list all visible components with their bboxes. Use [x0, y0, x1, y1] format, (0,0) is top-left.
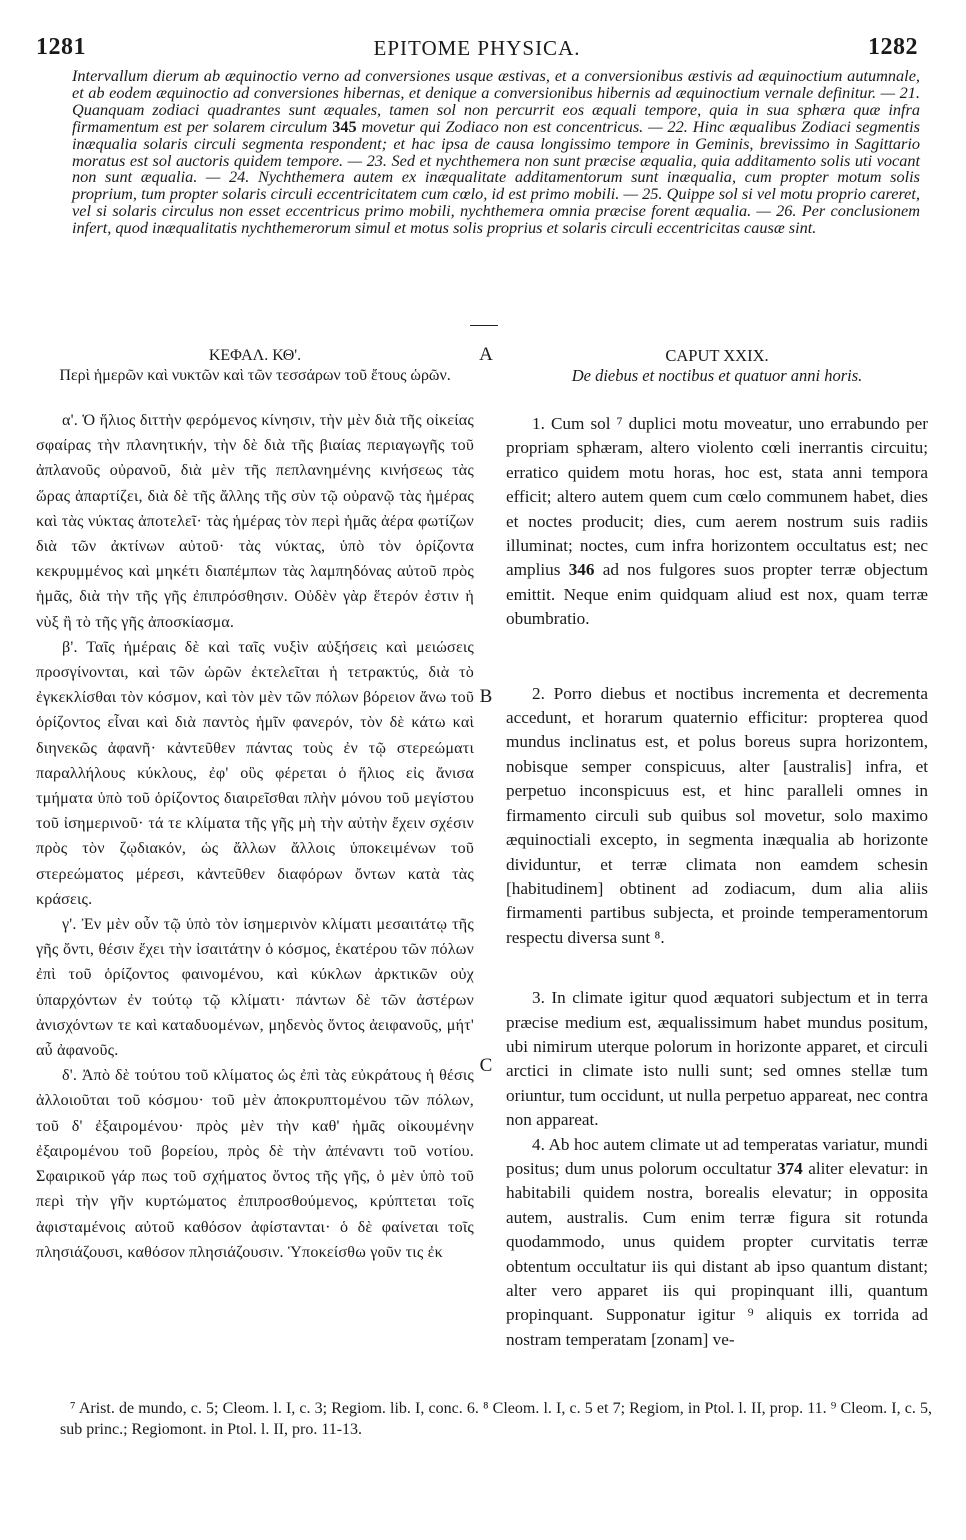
latin-text-1a: 1. Cum sol ⁷ duplici motu moveatur, uno errabundo per propriam sphæram, altero violento cœli inerrantis circuitu; erratico quidem motu horas, hoc est, stata anni tempora efficit; altero autem quem cum cœlo communem habet, dies et noctes producit; dies, cum aerem nostrum suis radiis illuminat; noctes, cum infra horizontem occultatus est; nec amplius [506, 414, 928, 580]
latin-margin-number-1: 346 [568, 560, 595, 580]
running-header [36, 34, 918, 64]
greek-chapter-heading [36, 346, 474, 386]
latin-text-1b: ad nos fulgores suos propter terræ objectum emittit. Neque enim quidquam aliud est nox, quam terræ obumbratio. [506, 560, 929, 629]
footnotes [60, 1398, 932, 1440]
summary-text-2: movetur qui Zodiaco non est concentricus. — 22. Hinc æqualibus Zodiaci segmentis inæqualia solaris circuli segmenta respondent; et hac ipsa de causa longissimo tempore in Geminis, brevissimo in Sagittario moratus est sol auctoris quidem tempore. — 23. Sed et nychthemera non sunt præcise æqualia, quia additamento solis uti vocant non sunt æqualia. — 24. Nychthemera autem ex inæqualitate additamentorum sunt inæqualia, cum propter motum solis proprium, tum propter solaris circuli eccentricitatem cum cœlo, id est primo mobili. — 25. Quippe sol si vel motu proprio careret, vel si solaris circulus non esset eccentricus primo mobili, nychthemera omnia præcise forent æqualia. — 26. Per conclusionem infert, quod inæqualitatis nychthemerorum simul et motus solis proprius et solaris circuli eccentricitas causæ sint. [72, 116, 920, 238]
section-marker-b: B [479, 686, 493, 707]
greek-paragraph-4: δ'. Ἀπὸ δὲ τούτου τοῦ κλίματος ὡς ἐπὶ τὰς εὐκράτους ἡ θέσις ἀλλοιοῦται τοῦ κόσμου· τοῦ μὲν ἀποκρυπτομένου τῶν πόλων, τοῦ δ' ἐξαιρομένου· πρὸς μὲν τὴν καθ' ἡμᾶς οἰκουμένην ἐξαιρομένου τοῦ βορείου, πρὸς δὲ τὴν ἀπέναντι τοῦ νοτίου. Σφαιρικοῦ γάρ πως τοῦ σχήματος ὄντος τῆς γῆς, ὁ μὲν ὑπὸ τοῦ περὶ τὴν γῆν κυρτώματος ἐπιπροσθούμενος, κρύπτεται τοῖς ἀφισταμένοις αὐτοῦ καθόσον ἀφίστανται· ὁ δὲ φαίνεται τοῖς πλησιάζουσι, καθόσον πλησιάζουσιν. Ὑποκείσθω γοῦν τις ἐκ [36, 1067, 474, 1261]
margin-column-number: 345 [332, 116, 357, 136]
latin-paragraph-3: 3. In climate igitur quod æquatori subjectum et in terra præcise medium est, æqualissimum habet mundus positum, ubi nimirum uterque polorum in horizonte apparet, et circuli arctici in climate isto nulli sunt; sed omnes stellæ tum oriuntur, tum occidunt, ut nulla perpetuo appareat, nec contra non appareat. [506, 988, 928, 1130]
latin-chapter-number: CAPUT XXIX. [665, 346, 769, 365]
latin-margin-number-2: 374 [776, 1158, 803, 1178]
section-marker-c: C [479, 1055, 493, 1076]
latin-chapter-title: De diebus et noctibus et quatuor anni horis. [571, 366, 863, 385]
greek-paragraph-1: α'. Ὁ ἥλιος διττὴν φερόμενος κίνησιν, τὴν μὲν διὰ τῆς οἰκείας σφαίρας τὴν πλανητικήν, τὴν δὲ διὰ τῆς βιαίας περιαγωγῆς τοῦ ἀπλανοῦς οὐρανοῦ, διὰ μὲν τῆς πεπλανημένης κινήσεως τὰς ὥρας ἀπαρτίζει, διὰ δὲ τῆς ἄλλης τῆς σὺν τῷ οὐρανῷ τὰς ἡμέρας καὶ τὰς νύκτας ἀποτελεῖ· τὰς ἡμέρας τὸν περὶ ἡμᾶς ἀέρα φωτίζων διὰ τῶν ἀκτίνων αὐτοῦ· τὰς νύκτας, ὑπὸ τὸν ὁρίζοντα κεκρυμμένος καὶ μηκέτι διαπέμπων τὰς λαμπηδόνας αὐτοῦ πρὸς ἡμᾶς, διὰ τὴν τῆς γῆς ἐπιπρόσθησιν. Οὐδὲν γὰρ ἕτερόν ἐστιν ἡ νὺξ ἢ τὸ τῆς γῆς ἀποσκίασμα. [36, 412, 474, 631]
greek-paragraph-3: γ'. Ἐν μὲν οὖν τῷ ὑπὸ τὸν ἰσημερινὸν κλίματι μεσαιτάτῳ τῆς γῆς ὄντι, θέσιν ἔχει τὴν ἰσαιτάτην ὁ κόσμος, ἑκατέρου τῶν πόλων ἐπὶ τοῦ ὁρίζοντος φαινομένου, καὶ κύκλων ἀρκτικῶν οὐχ ὑπαρχόντων ἐν τούτῳ τῷ κλίματι· πάντων δὲ τῶν ἀστέρων ἀνισχόντων τε καὶ καταδυομένων, μηδενὸς ὄντος ἀειφανοῦς, μήτ' αὖ ἀφανοῦς. [36, 916, 474, 1060]
latin-text-4a: 4. Ab hoc autem climate ut ad temperatas variatur, mundi positus; dum unus polorum occultatur [506, 1134, 928, 1178]
latin-chapter-heading [506, 346, 928, 386]
latin-column [506, 412, 928, 1352]
latin-text-4b: aliter elevatur: in habitabili quidem nostra, borealis elevatur; in opposita autem, australis. Cum enim terræ figura sit rotunda quodammodo, unus quidem propter curvitatis terræ obtentum occultatur iis qui distant ab ipso quantum distant; alter vero apparet iis qui propinquant illi, quantum propinquant. Supponatur igitur ⁹ aliquis ex torrida ad nostram temperatam [zonam] ve- [506, 1158, 928, 1349]
latin-paragraph-2: 2. Porro diebus et noctibus incrementa et decrementa accedunt, et horarum quaternio efficitur: propterea quod mundus inclinatus est, et polus boreus supra horizontem, nobisque semper conspicuus, alter [australis] infra, et perpetuo inconspicuus est, et hinc paralleli omnes in firmamento circuli sub quibus sol movetur, solo maximo æquinoctiali excepto, in segmenta inæqualia ab horizonte dividuntur, et terræ climata non eamdem schesin [habitudinem] obtinent ad zodiacum, dum alia aliis firmamenti partibus subjecta, et proinde temperamentorum respectu diversa sunt ⁸. [506, 683, 928, 947]
greek-column [36, 408, 474, 1265]
section-marker-a: A [479, 344, 493, 365]
page-number-left: 1281 [36, 34, 86, 60]
running-title: EPITOME PHYSICA. [373, 36, 581, 60]
separator-rule [470, 325, 498, 326]
greek-chapter-title: Περὶ ἡμερῶν καὶ νυκτῶν καὶ τῶν τεσσάρων τοῦ ἔτους ὡρῶν. [59, 367, 451, 384]
chapter-summary [72, 68, 920, 237]
greek-chapter-number: ΚΕΦΑΛ. ΚΘ'. [208, 347, 302, 364]
greek-paragraph-2: β'. Ταῖς ἡμέραις δὲ καὶ ταῖς νυξὶν αὐξήσεις καὶ μειώσεις προσγίνονται, καὶ τῶν ὡρῶν ἐκτελεῖται ἡ τετρακτύς, διὰ τὸ ἐγκεκλίσθαι τὸν κόσμον, καὶ τὸν μὲν τῶν πόλων βόρειον ἄνω τοῦ ὁρίζοντος εἶναι καὶ διὰ παντὸς ἡμῖν φανερόν, τὸν δὲ κάτω καὶ διηνεκῶς ἀφανῆ· κἀντεῦθεν πάντας τοὺς ἐν τῷ στερεώματι παραλλήλους κύκλους, ἐφ' οὓς φέρεται ὁ ἥλιος εἰς ἄνισα τμήματα ὑπὸ τοῦ ὁρίζοντος διαιρεῖσθαι πλὴν μόνου τοῦ μεγίστου τοῦ ἰσημερινοῦ· τά τε κλίματα τῆς γῆς μὴ τὴν αὐτὴν ἔχειν σχέσιν πρὸς τὸν ζῳδιακόν, ὡς ἄλλων ἄλλοις ὑποκειμένων τοῦ στερεώματος μέρεσι, κἀντεῦθεν διαφόρων ὄντων κατὰ τὰς κράσεις. [36, 638, 474, 908]
summary-paragraph [72, 68, 920, 237]
summary-text-1: Intervallum dierum ab æquinoctio verno ad conversiones usque æstivas, et a conversionibus æstivis ad æquinoctium autumnale, et ab eodem æquinoctio ad conversiones hibernas, et denique a conversionibus hibernis ad æquinoctium vernale definitur. — 21. Quanquam zodiaci quadrantes sunt æquales, tamen sol non percurrit eos æquali tempore, quia in sua sphæra quæ infra firmamentum est per solarem circulum [72, 66, 920, 136]
latin-paragraph-4 [506, 1133, 928, 1353]
page-number-right: 1282 [868, 34, 918, 60]
footnote-text: ⁷ Arist. de mundo, c. 5; Cleom. l. I, c. 3; Regiom. lib. I, conc. 6. ⁸ Cleom. l. I, c. 5 et 7; Regiom, in Ptol. l. II, prop. 11. ⁹ Cleom. I, c. 5, sub princ.; Regiomont. in Ptol. l. II, pro. 11-13. [60, 1400, 932, 1438]
latin-paragraph-1 [506, 412, 928, 632]
